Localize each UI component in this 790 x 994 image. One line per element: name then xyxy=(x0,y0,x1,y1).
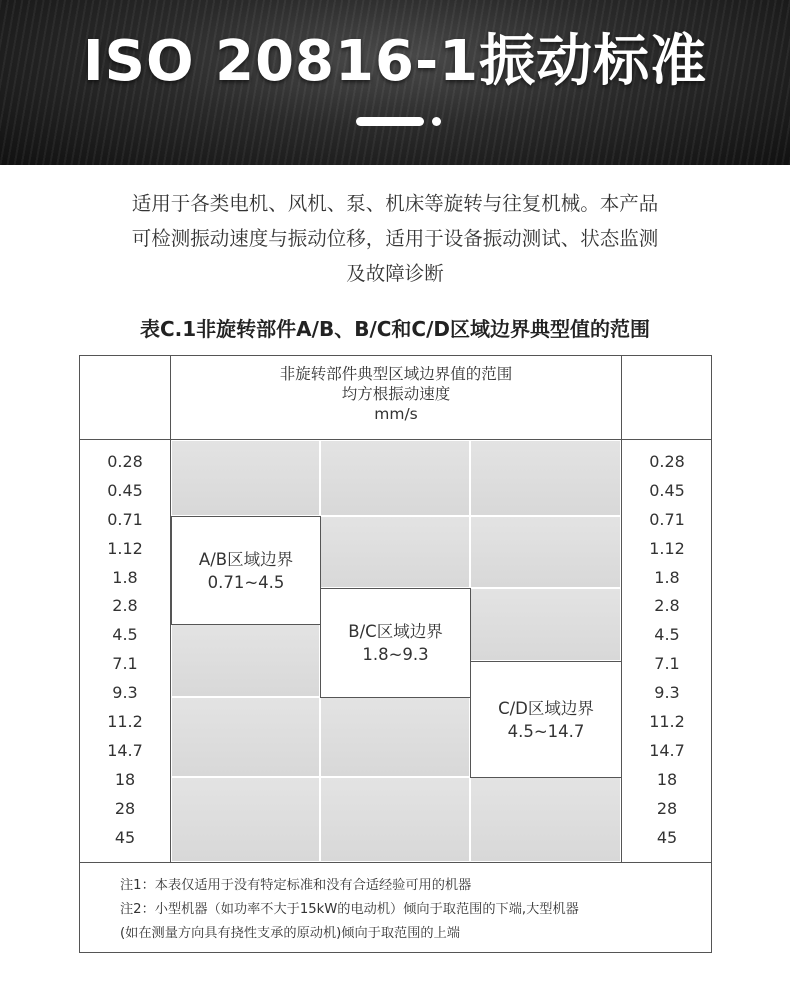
zone-ab-label: A/B区域边界 xyxy=(198,549,294,569)
scale-value: 28 xyxy=(656,798,678,818)
table-divider xyxy=(80,439,711,440)
scale-value: 4.5 xyxy=(112,625,138,645)
scale-value: 2.8 xyxy=(654,596,680,616)
scale-value: 11.2 xyxy=(107,712,143,732)
note-2-continued: (如在测量方向具有挠性支承的原动机)倾向于取范围的上端 xyxy=(120,926,460,941)
scale-value: 18 xyxy=(656,769,678,789)
scale-value: 1.8 xyxy=(654,567,680,587)
scale-left xyxy=(80,448,170,852)
scale-value: 7.1 xyxy=(654,654,680,674)
scale-value: 9.3 xyxy=(112,683,138,703)
scale-value: 0.28 xyxy=(107,452,143,471)
table-cell xyxy=(470,588,621,661)
table-cell xyxy=(171,777,320,862)
scale-value: 45 xyxy=(656,827,678,847)
scale-value: 0.71 xyxy=(107,509,143,529)
scale-value: 1.12 xyxy=(107,538,143,558)
scale-value: 1.8 xyxy=(112,567,138,587)
header-line-3: mm/s xyxy=(374,405,418,423)
note-2: 注2：小型机器（如功率不大于15kW的电动机）倾向于取范围的下端,大型机器 xyxy=(120,902,579,917)
table-divider xyxy=(170,356,171,863)
scale-value: 11.2 xyxy=(649,712,685,732)
header-line-2: 均方根振动速度 xyxy=(341,385,451,403)
scale-value: 28 xyxy=(114,798,136,818)
scale-value: 9.3 xyxy=(654,683,680,703)
table-cell xyxy=(320,440,470,516)
scale-value: 4.5 xyxy=(654,625,680,645)
scale-value: 7.1 xyxy=(112,654,138,674)
page-title: ISO 20816-1振动标准 xyxy=(82,29,708,94)
scale-right xyxy=(622,448,712,852)
intro-line-1: 适用于各类电机、风机、泵、机床等旋转与往复机械。本产品 xyxy=(131,192,659,215)
scale-value: 14.7 xyxy=(107,740,143,760)
table-cell xyxy=(470,516,621,588)
zone-ab-boundary xyxy=(171,516,321,625)
note-1: 注1：本表仅适用于没有特定标准和没有合适经验可用的机器 xyxy=(120,878,472,893)
table-header xyxy=(170,364,622,424)
table-divider xyxy=(80,862,711,863)
intro-line-3: 及故障诊断 xyxy=(346,262,444,285)
scale-value: 45 xyxy=(114,827,136,847)
scale-value: 2.8 xyxy=(112,596,138,616)
scale-value: 0.71 xyxy=(649,509,685,529)
table-cell xyxy=(320,777,470,862)
zone-ab-range: 0.71~4.5 xyxy=(207,572,285,592)
table-cell xyxy=(171,440,320,516)
scale-value: 18 xyxy=(114,769,136,789)
scale-value: 0.45 xyxy=(649,480,685,500)
scale-value: 0.45 xyxy=(107,480,143,500)
zone-bc-boundary xyxy=(320,588,471,698)
scale-value: 14.7 xyxy=(649,740,685,760)
table-cell xyxy=(470,777,621,862)
zone-cd-boundary xyxy=(470,661,622,778)
intro-text xyxy=(60,186,730,291)
zone-bc-range: 1.8~9.3 xyxy=(362,645,429,664)
vibration-table xyxy=(79,355,712,953)
decorative-dash xyxy=(356,117,424,126)
decorative-dot xyxy=(432,117,441,126)
table-notes xyxy=(120,874,700,946)
table-cell xyxy=(171,624,320,697)
header-banner xyxy=(0,0,790,165)
zone-bc-label: B/C区域边界 xyxy=(348,622,443,641)
header-line-1: 非旋转部件典型区域边界值的范围 xyxy=(279,365,513,383)
table-cell xyxy=(320,697,470,777)
table-cell xyxy=(320,516,470,588)
scale-value: 1.12 xyxy=(649,538,685,558)
scale-value: 0.28 xyxy=(649,452,685,471)
table-cell xyxy=(171,697,320,777)
intro-line-2: 可检测振动速度与振动位移，适用于设备振动测试、状态监测 xyxy=(131,227,659,250)
zone-cd-label: C/D区域边界 xyxy=(498,698,594,718)
zone-cd-range: 4.5~14.7 xyxy=(507,721,585,741)
table-cell xyxy=(470,440,621,516)
table-title: 表C.1非旋转部件A/B、B/C和C/D区域边界典型值的范围 xyxy=(139,317,651,341)
